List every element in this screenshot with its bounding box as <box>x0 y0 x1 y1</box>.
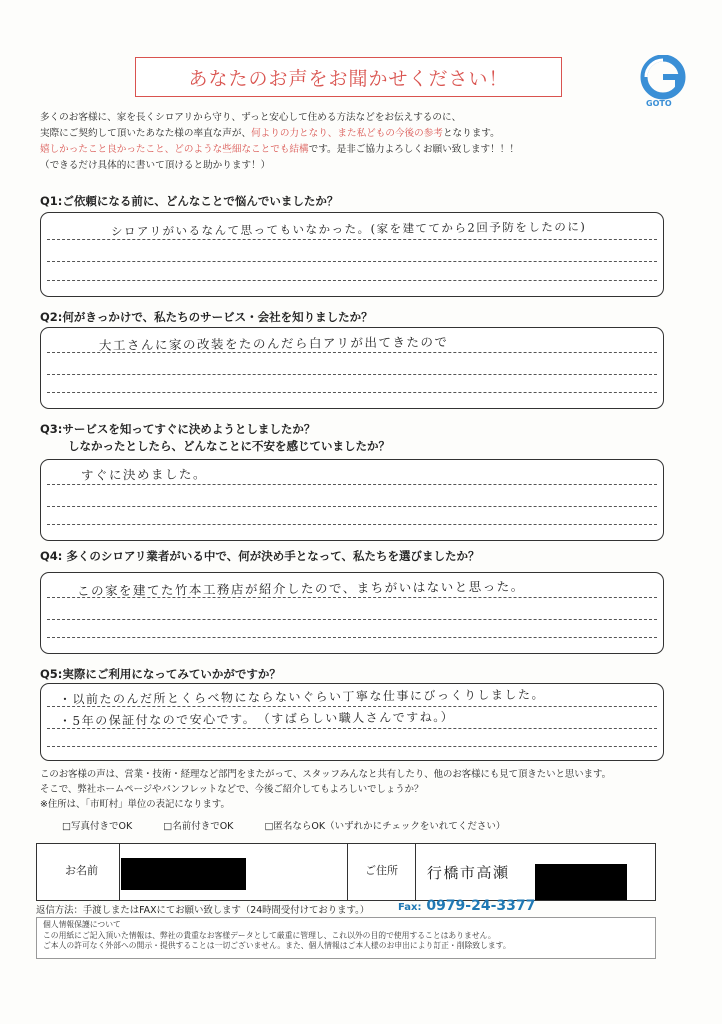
answer-box-2[interactable] <box>40 327 664 409</box>
goto-logo <box>638 55 688 110</box>
intro-line-3b: です。是非ご協力よろしくお願い致します！！！ <box>308 144 519 155</box>
intro-line-2 <box>40 126 660 142</box>
name-redaction <box>121 858 246 890</box>
answer-line <box>47 280 657 281</box>
intro-line-3 <box>40 142 660 158</box>
privacy-notice <box>36 917 656 959</box>
question-5-label: Q5:実際にご利用になってみていかがですか？ <box>40 667 281 681</box>
answer-3-text: すぐに決めました。 <box>80 466 208 483</box>
notes-line-2: そこで、弊社ホームページやパンフレットなどで、今後ご紹介してもよろしいでしょうか？ <box>40 784 424 795</box>
privacy-title: 個人情報保護について <box>43 920 121 929</box>
answer-2-text: 大工さんに家の改装をたのんだら白アリが出てきたので <box>98 334 449 353</box>
privacy-line-1: この用紙にご記入頂いた情報は、弊社の貴重なお客様データとして厳重に管理し、これ以外の目的で使用することはありません。 <box>43 930 496 940</box>
answer-line <box>47 261 657 262</box>
checkbox-name-ok[interactable]: □名前付きでOK <box>163 821 234 832</box>
consent-options <box>62 818 533 832</box>
intro-line-2a: 実際にご契約して頂いたあなた様の率直な声が、 <box>40 128 252 139</box>
intro-line-1: 多くのお客様に、家を長くシロアリから守り、ずっと安心して住める方法などをお伝えするのに、 <box>40 112 462 123</box>
intro-line-3a: 嬉しかったこと良かったこと、どのような些細なことでも結構 <box>40 144 309 155</box>
address-label: ご住所 <box>365 864 398 877</box>
notes-line-3: ※住所は、「市町村」単位の表記になります。 <box>40 799 230 810</box>
answer-line <box>47 484 657 485</box>
answer-box-4[interactable] <box>40 572 664 654</box>
answer-box-1[interactable] <box>40 212 664 297</box>
answer-box-5[interactable] <box>40 683 664 761</box>
intro-line-4: （できるだけ具体的に書いて頂けると助かります！） <box>40 160 271 171</box>
answer-line <box>47 506 657 507</box>
divider <box>347 844 348 900</box>
divider <box>415 844 416 900</box>
answer-5-text-1: ・以前たのんだ所とくらべ物にならないぐらい丁寧な仕事にびっくりしました。 <box>58 687 546 707</box>
answer-box-3[interactable] <box>40 459 664 541</box>
answer-5-text-2: ・5年の保証付なので安心です。 （すばらしい職人さんですね。） <box>58 709 455 729</box>
page-title: あなたのお声をお聞かせください！ <box>135 57 562 97</box>
address-value: 行橋市高瀬 <box>426 863 510 883</box>
answer-line <box>47 374 657 375</box>
notes-line-1: このお客様の声は、営業・技術・経理など部門をまたがって、スタッフみんなと共有したり、他のお客様にも見て頂きたいと思います。 <box>40 769 611 780</box>
question-3-label: Q3:サービスを知ってすぐに決めようとしましたか？ <box>40 422 316 436</box>
customer-info-box <box>36 843 656 901</box>
divider <box>119 844 120 900</box>
answer-line <box>47 746 657 747</box>
intro-text <box>40 110 660 174</box>
intro-line-2c: となります。 <box>442 128 500 139</box>
answer-line <box>47 637 657 638</box>
checkbox-photo-ok[interactable]: □写真付きでOK <box>62 821 133 832</box>
name-label: お名前 <box>65 864 98 877</box>
privacy-line-2: ご本人の許可なく外部への開示・提供することは一切ございません。また、個人情報はご本人様のお申出により訂正・削除致します。 <box>43 941 511 950</box>
fax-value: 0979-24-3377 <box>426 898 536 914</box>
return-method: 返信方法：手渡しまたはFAXにてお願い致します（24時間受付けております。） <box>36 905 370 916</box>
answer-line <box>47 619 657 620</box>
answer-line <box>47 524 657 525</box>
question-3-label-2: しなかったとしたら、どんなことに不安を感じていましたか？ <box>68 439 390 453</box>
question-4-label: Q4: 多くのシロアリ業者がいる中で、何が決め手となって、私たちを選びましたか？ <box>40 549 480 563</box>
logo-text: GOTO <box>646 99 672 108</box>
question-2-label: Q2:何がきっかけで、私たちのサービス・会社を知りましたか？ <box>40 310 373 324</box>
checkbox-anonymous-ok[interactable]: □匿名ならOK（いずれかにチェックをいれてください） <box>264 821 506 832</box>
address-redaction <box>535 864 627 900</box>
answer-line <box>47 392 657 393</box>
fax-label: Fax: <box>398 902 422 913</box>
question-1-label: Q1:ご依頼になる前に、どんなことで悩んでいましたか？ <box>40 194 339 208</box>
intro-line-2b: 何よりの力となり、また私どもの今後の参考 <box>251 128 443 139</box>
consent-notes <box>40 767 670 812</box>
fax-number <box>398 898 535 914</box>
answer-4-text: この家を建てた竹本工務店が紹介したので、まちがいはないと思った。 <box>76 578 525 599</box>
answer-1-text: シロアリがいるなんて思ってもいなかった。(家を建ててから2回予防をしたのに) <box>110 219 587 239</box>
